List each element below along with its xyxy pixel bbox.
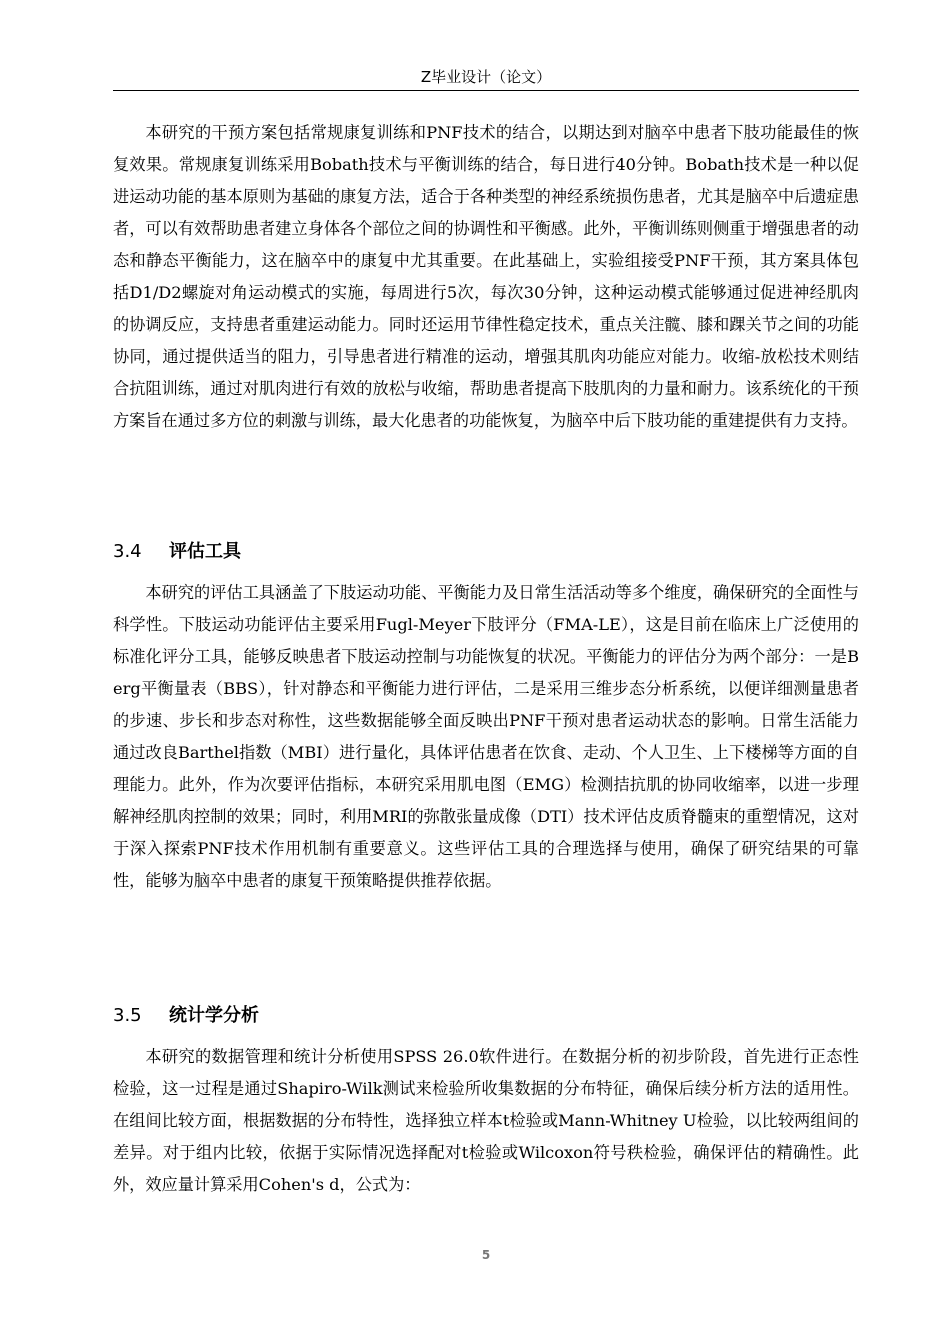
page-number: 5: [481, 1248, 491, 1262]
running-header: Z毕业设计（论文）: [420, 68, 552, 86]
section-heading-3-5: [113, 1002, 259, 1030]
paragraph-assessment-tools: 本研究的评估工具涵盖了下肢运动功能、平衡能力及日常生活活动等多个维度，确保研究的全面性与科学性。下肢运动功能评估主要采用Fugl-Meyer下肢评分（FMA-LE），这是目前在临床上广泛使用的标准化评分工具，能够反映患者下肢运动控制与功能恢复的状况。平衡能力的评估分为两个部分：一是Berg平衡量表（BBS），针对静态和平衡能力进行评估，二是采用三维步态分析系统，以便详细测量患者的步速、步长和步态对称性，这些数据能够全面反映出PNF干预对患者运动状态的影响。日常生活能力通过改良Barthel指数（MBI）进行量化，具体评估患者在饮食、走动、个人卫生、上下楼梯等方面的自理能力。此外，作为次要评估指标，本研究采用肌电图（EMG）检测拮抗肌的协同收缩率，以进一步理解神经肌肉控制的效果；同时，利用MRI的弥散张量成像（DTI）技术评估皮质脊髓束的重塑情况，这对于深入探索PNF技术作用机制有重要意义。这些评估工具的合理选择与使用，确保了研究结果的可靠性，能够为脑卒中患者的康复干预策略提供推荐依据。: [113, 583, 859, 890]
section-number: 3.4: [113, 541, 142, 562]
section-title: 统计学分析: [169, 1005, 259, 1026]
paragraph-intervention: 本研究的干预方案包括常规康复训练和PNF技术的结合，以期达到对脑卒中患者下肢功能最佳的恢复效果。常规康复训练采用Bobath技术与平衡训练的结合，每日进行40分钟。Bobath技术是一种以促进运动功能的基本原则为基础的康复方法，适合于各种类型的神经系统损伤患者，尤其是脑卒中后遗症患者，可以有效帮助患者建立身体各个部位之间的协调性和平衡感。此外，平衡训练则侧重于增强患者的动态和静态平衡能力，这在脑卒中的康复中尤其重要。在此基础上，实验组接受PNF干预，其方案具体包括D1/D2螺旋对角运动模式的实施，每周进行5次，每次30分钟，这种运动模式能够通过促进神经肌肉的协调反应，支持患者重建运动能力。同时还运用节律性稳定技术，重点关注髋、膝和踝关节之间的功能协同，通过提供适当的阻力，引导患者进行精准的运动，增强其肌肉功能应对能力。收缩-放松技术则结合抗阻训练，通过对肌肉进行有效的放松与收缩，帮助患者提高下肢肌肉的力量和耐力。该系统化的干预方案旨在通过多方位的刺激与训练，最大化患者的功能恢复，为脑卒中后下肢功能的重建提供有力支持。: [113, 123, 859, 430]
paragraph-statistics: 本研究的数据管理和统计分析使用SPSS 26.0软件进行。在数据分析的初步阶段，首先进行正态性检验，这一过程是通过Shapiro-Wilk测试来检验所收集数据的分布特征，确保后续分析方法的适用性。在组间比较方面，根据数据的分布特性，选择独立样本t检验或Mann-Whitney U检验，以比较两组间的差异。对于组内比较，依据于实际情况选择配对t检验或Wilcoxon符号秩检验，确保评估的精确性。此外，效应量计算采用Cohen's d，公式为：: [113, 1047, 859, 1194]
section-heading-3-4: [113, 538, 241, 566]
header-divider: [113, 90, 859, 91]
section-title: 评估工具: [169, 541, 241, 562]
section-number: 3.5: [113, 1005, 142, 1026]
